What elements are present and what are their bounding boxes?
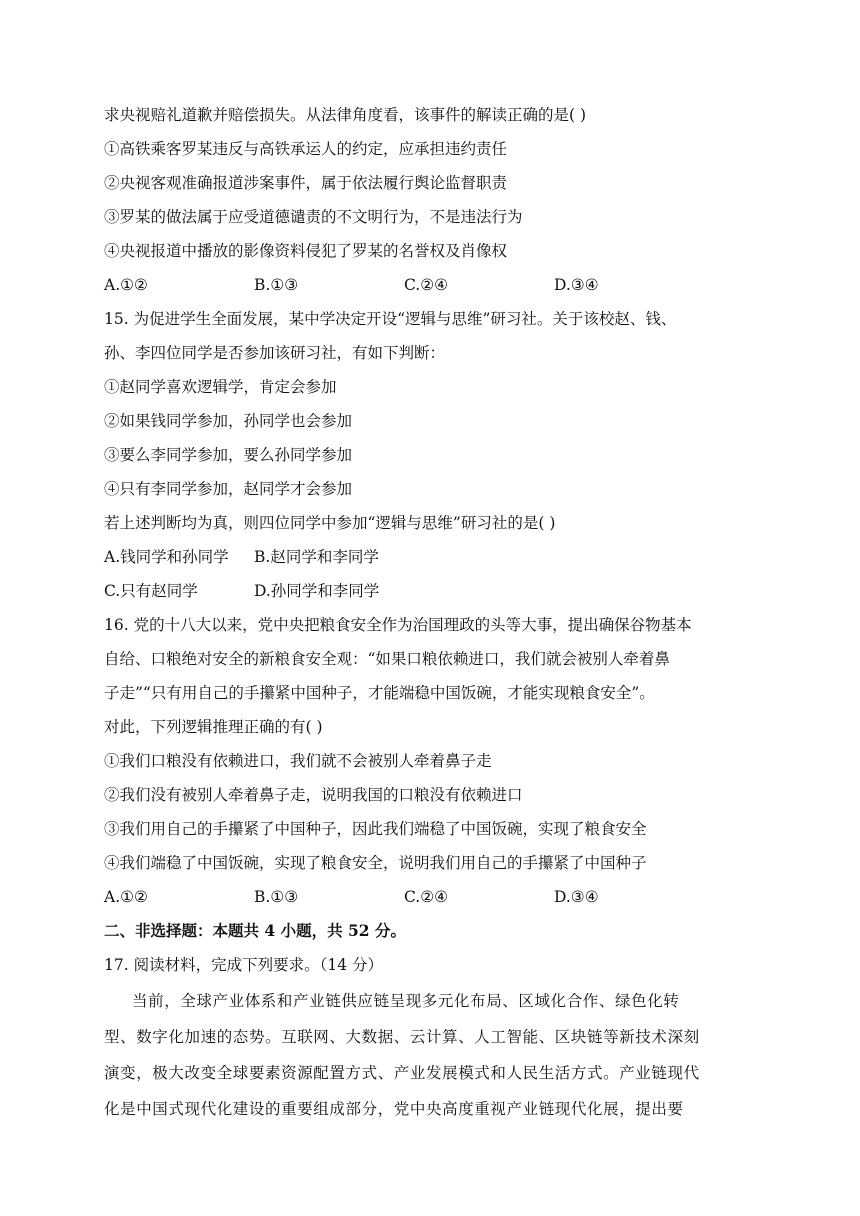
q17-material-line-3: 演变，极大改变全球要素资源配置方式、产业发展模式和人民生活方式。产业链现代 <box>104 1064 700 1082</box>
q17-material-line-4: 化是中国式现代化建设的重要组成部分，党中央高度重视产业链现代化展，提出要 <box>104 1100 684 1118</box>
q14-option-d: D.③④ <box>554 276 599 294</box>
q17-stem: 17. 阅读材料，完成下列要求。（14 分） <box>104 956 383 974</box>
q17-material-line-1: 当前，全球产业体系和产业链供应链呈现多元化布局、区域化合作、绿色化转 <box>132 992 680 1010</box>
q15-statement-1: ①赵同学喜欢逻辑学，肯定会参加 <box>104 378 337 396</box>
q17-material-line-2: 型、数字化加速的态势。互联网、大数据、云计算、人工智能、区块链等新技术深刻 <box>104 1028 700 1046</box>
q15-option-b: B.赵同学和李同学 <box>254 548 379 566</box>
q16-option-c: C.②④ <box>404 888 449 906</box>
q16-stem-line-1: 16. 党的十八大以来，党中央把粮食安全作为治国理政的头等大事，提出确保谷物基本 <box>104 616 692 634</box>
q15-statement-4: ④只有李同学参加，赵同学才会参加 <box>104 480 353 498</box>
q16-option-d: D.③④ <box>554 888 599 906</box>
q14-statement-1: ①高铁乘客罗某违反与高铁承运人的约定，应承担违约责任 <box>104 140 508 158</box>
q14-option-c: C.②④ <box>404 276 449 294</box>
q16-statement-1: ①我们口粮没有依赖进口，我们就不会被别人牵着鼻子走 <box>104 752 492 770</box>
q16-statement-3: ③我们用自己的手攥紧了中国种子，因此我们端稳了中国饭碗，实现了粮食安全 <box>104 820 647 838</box>
q14-option-b: B.①③ <box>254 276 299 294</box>
q16-statement-2: ②我们没有被别人牵着鼻子走，说明我国的口粮没有依赖进口 <box>104 786 523 804</box>
q15-option-c: C.只有赵同学 <box>104 582 198 600</box>
q16-option-a: A.①② <box>104 888 148 906</box>
q16-option-b: B.①③ <box>254 888 299 906</box>
q15-question: 若上述判断均为真，则四位同学中参加“逻辑与思维”研习社的是( ) <box>104 514 556 532</box>
q14-option-a: A.①② <box>104 276 148 294</box>
section-heading: 二、非选择题：本题共 4 小题，共 52 分。 <box>104 921 406 940</box>
q14-stem-tail: 求央视赔礼道歉并赔偿损失。从法律角度看，该事件的解读正确的是( ) <box>104 106 587 124</box>
q15-statement-2: ②如果钱同学参加，孙同学也会参加 <box>104 412 353 430</box>
q15-option-d: D.孙同学和李同学 <box>254 582 380 600</box>
q16-stem-line-4: 对此，下列逻辑推理正确的有( ) <box>104 718 323 736</box>
q16-stem-line-2: 自给、口粮绝对安全的新粮食安全观：“如果口粮依赖进口，我们就会被别人牵着鼻 <box>104 650 670 668</box>
q14-statement-4: ④央视报道中播放的影像资料侵犯了罗某的名誉权及肖像权 <box>104 242 508 260</box>
q16-statement-4: ④我们端稳了中国饭碗，实现了粮食安全，说明我们用自己的手攥紧了中国种子 <box>104 854 647 872</box>
q14-statement-2: ②央视客观准确报道涉案事件，属于依法履行舆论监督职责 <box>104 174 508 192</box>
q15-option-a: A.钱同学和孙同学 <box>104 548 229 566</box>
q16-stem-line-3: 子走”“只有用自己的手攥紧中国种子，才能端稳中国饭碗，才能实现粮食安全”。 <box>104 684 655 702</box>
q14-statement-3: ③罗某的做法属于应受道德谴责的不文明行为，不是违法行为 <box>104 208 523 226</box>
q15-stem-line-1: 15. 为促进学生全面发展，某中学决定开设“逻辑与思维”研习社。关于该校赵、钱、 <box>104 310 677 328</box>
q15-statement-3: ③要么李同学参加，要么孙同学参加 <box>104 446 353 464</box>
q15-stem-line-2: 孙、李四位同学是否参加该研习社，有如下判断： <box>104 344 446 362</box>
